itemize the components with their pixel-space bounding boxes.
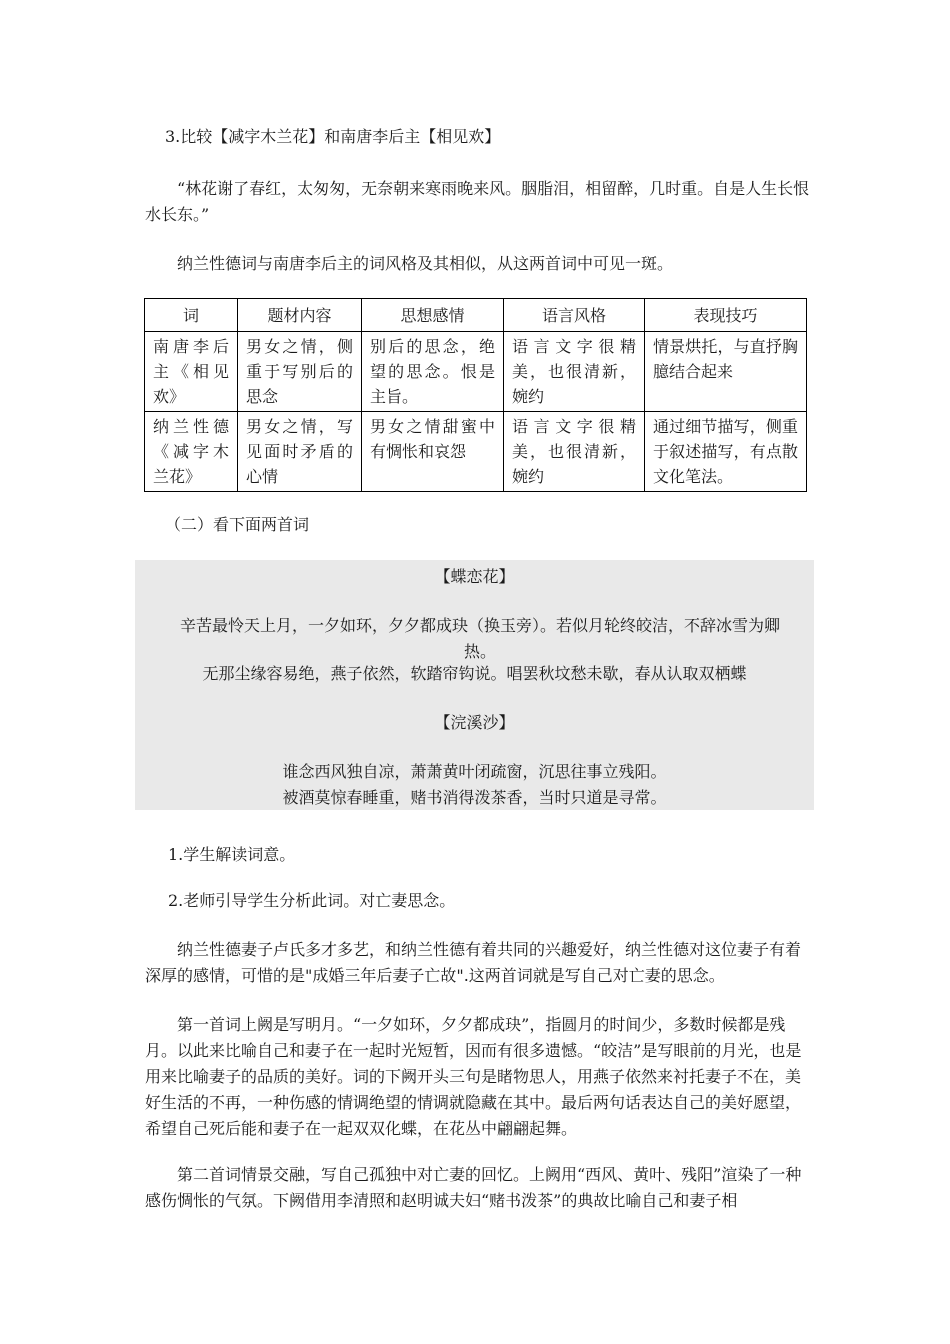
table-cell: 情景烘托，与直抒胸臆结合起来 xyxy=(645,332,807,412)
header-cell: 词 xyxy=(145,299,238,332)
table-cell: 通过细节描写，侧重于叙述描写，有点散文化笔法。 xyxy=(645,412,807,492)
table-row xyxy=(145,412,807,492)
header-cell: 表现技巧 xyxy=(645,299,807,332)
table-cell: 别后的思念，绝望的思念。恨是主旨。 xyxy=(362,332,504,412)
section-heading-2: （二）看下面两首词 xyxy=(165,515,310,534)
poem-line: 辛苦最怜天上月，一夕如环，夕夕都成玦（换玉旁）。若似月轮终皎洁，不辞冰雪为卿热。 xyxy=(179,616,780,661)
table-header-row xyxy=(145,299,807,332)
table-cell: 语言文字很精美，也很清新，婉约 xyxy=(504,332,645,412)
header-cell: 题材内容 xyxy=(238,299,362,332)
poem-line: 被酒莫惊春睡重，赌书消得泼茶香，当时只道是寻常。 xyxy=(282,788,667,807)
table-cell: 纳兰性德《减字木兰花》 xyxy=(145,412,238,492)
table-cell: 南唐李后主《相见欢》 xyxy=(145,332,238,412)
body-paragraph: 第一首词上阙是写明月。“一夕如环，夕夕都成玦”，指圆月的时间少，多数时候都是残月。以此来比喻自己和妻子在一起时光短暂，因而有很多遗憾。“皎洁”是写眼前的月光，也是用来比喻妻子的品质的美好。词的下阙开头三句是睹物思人，用燕子依然来衬托妻子不在，美好生活的不再，一种伤感的情调绝望的情调就隐藏在其中。最后两句话表达自己的美好愿望，希望自己死后能和妻子在一起双双化蝶，在花丛中翩翩起舞。 xyxy=(145,1015,802,1138)
body-paragraph: 纳兰性德妻子卢氏多才多艺，和纳兰性德有着共同的兴趣爱好，纳兰性德对这位妻子有着深厚的感情，可惜的是"成婚三年后妻子亡故".这两首词就是写自己对亡妻的思念。 xyxy=(145,940,802,985)
step-item: 1.学生解读词意。 xyxy=(168,845,296,864)
poem-line: 谁念西风独自凉，萧萧黄叶闭疏窗，沉思往事立残阳。 xyxy=(282,762,667,781)
table-cell: 男女之情，写见面时矛盾的心情 xyxy=(238,412,362,492)
step-item: 2.老师引导学生分析此词。对亡妻思念。 xyxy=(168,891,456,910)
section-heading: 3.比较【减字木兰花】和南唐李后主【相见欢】 xyxy=(165,127,501,146)
poem-line: 无那尘缘容易绝，燕子依然，软踏帘钩说。唱罢秋坟愁未歇，春从认取双栖蝶 xyxy=(202,664,747,683)
table-cell: 男女之情，侧重于写别后的思念 xyxy=(238,332,362,412)
table-cell: 男女之情甜蜜中有惆怅和哀怨 xyxy=(362,412,504,492)
table-row xyxy=(145,332,807,412)
table-cell: 语言文字很精美，也很清新，婉约 xyxy=(504,412,645,492)
poem-title: 【蝶恋花】 xyxy=(434,567,515,586)
header-cell: 思想感情 xyxy=(362,299,504,332)
intro-paragraph: 纳兰性德词与南唐李后主的词风格及其相似，从这两首词中可见一斑。 xyxy=(177,254,674,273)
body-paragraph: 第二首词情景交融，写自己孤独中对亡妻的回忆。上阙用“西风、黄叶、残阳”渲染了一种感伤惆怅的气氛。下阙借用李清照和赵明诚夫妇“赌书泼茶”的典故比喻自己和妻子相 xyxy=(145,1165,802,1210)
poem-title: 【浣溪沙】 xyxy=(434,713,515,732)
header-cell: 语言风格 xyxy=(504,299,645,332)
quoted-poem: “林花谢了春红，太匆匆，无奈朝来寒雨晚来风。胭脂泪，相留醉，几时重。自是人生长恨水长东。” xyxy=(145,179,810,224)
poem-box xyxy=(135,560,814,810)
comparison-table xyxy=(144,298,807,492)
